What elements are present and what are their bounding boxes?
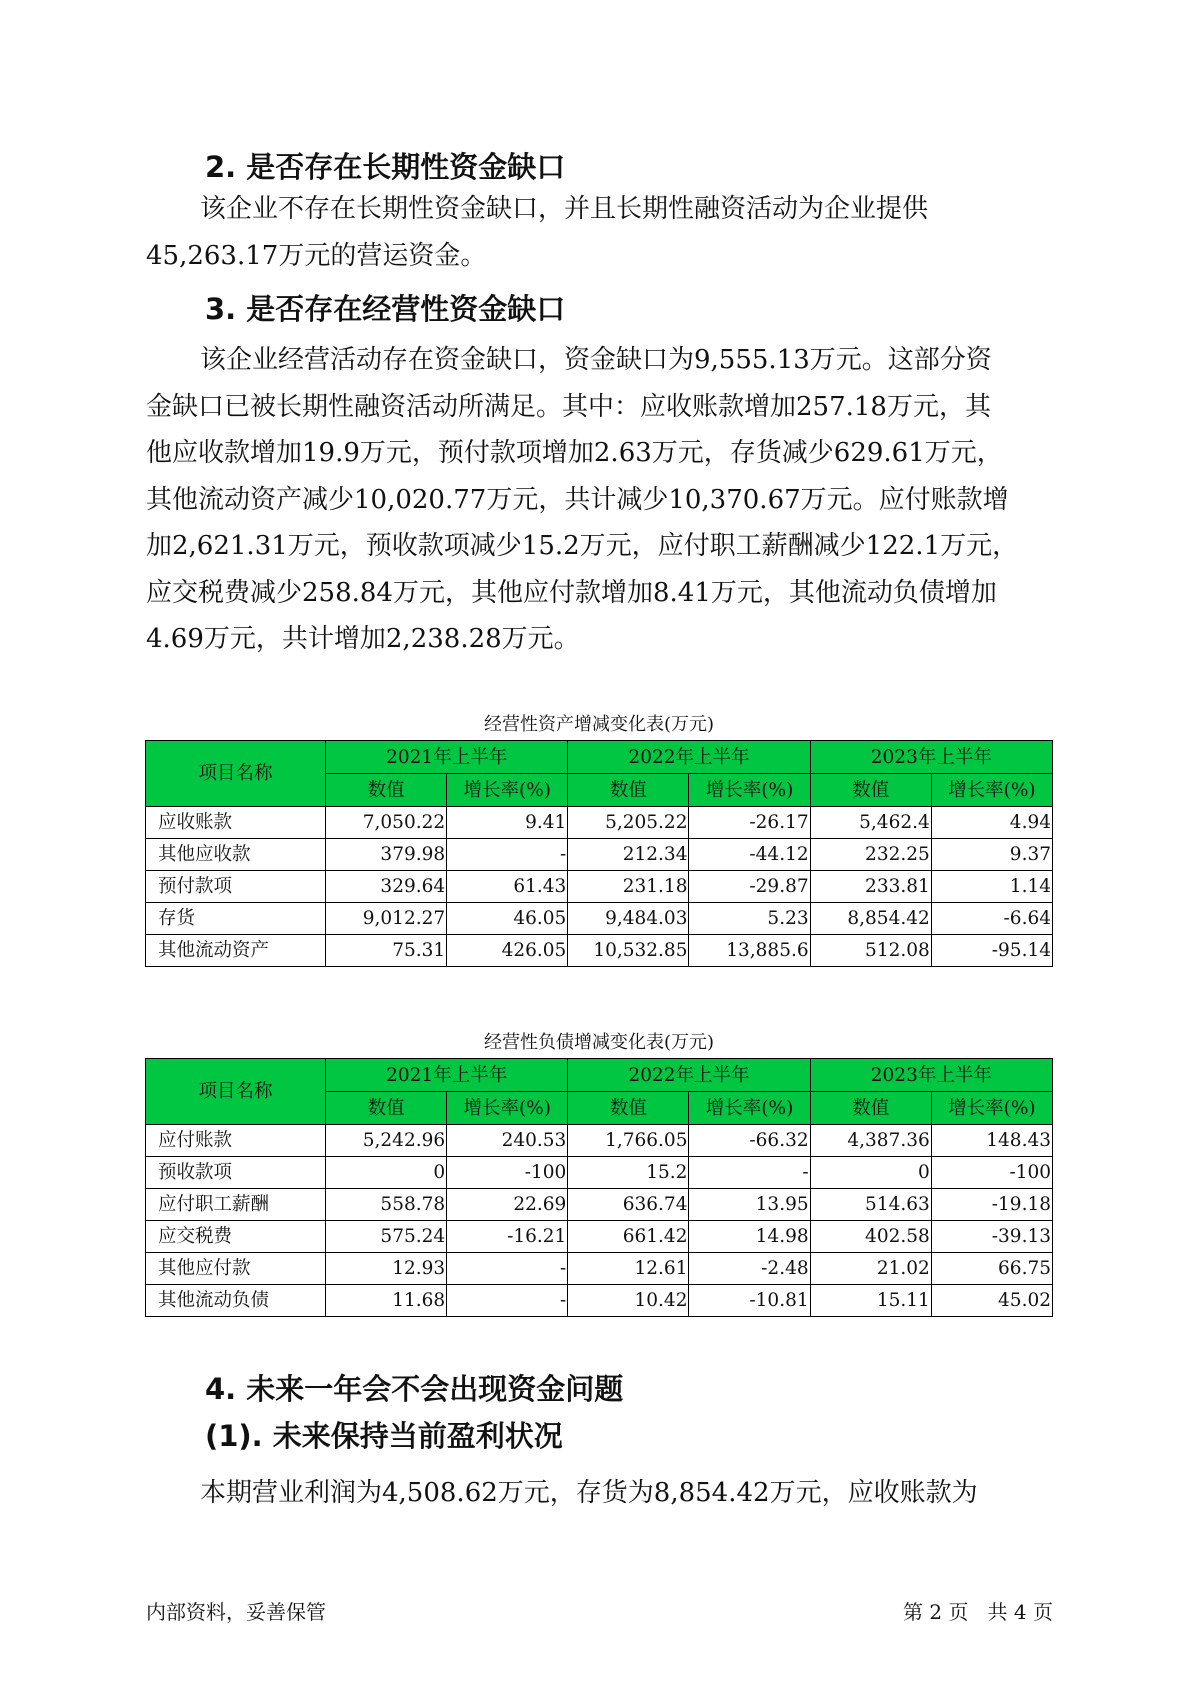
value-cell: 212.34 [568,839,689,871]
row-label: 其他流动负债 [146,1285,326,1317]
value-cell: 75.31 [326,935,447,967]
growth-header: 增长率(%) [689,774,810,807]
value-cell: 8,854.42 [810,903,931,935]
value-cell: 10.42 [568,1285,689,1317]
growth-header: 增长率(%) [447,1092,568,1125]
section-2-heading: 2. 是否存在长期性资金缺口 [205,150,566,184]
paragraph-line: 应交税费减少258.84万元，其他应付款增加8.41万元，其他流动负债增加 [146,577,997,608]
row-label: 其他应付款 [146,1253,326,1285]
growth-rate-cell: -19.18 [931,1189,1052,1221]
paragraph-line: 加2,621.31万元，预收款项减少15.2万元，应付职工薪酬减少122.1万元， [146,531,1019,561]
value-cell: 15.11 [810,1285,931,1317]
period-header: 2021年上半年 [326,1059,568,1092]
paragraph-line: 本期营业利润为4,508.62万元，存货为8,854.42万元，应收账款为 [200,1478,978,1508]
period-header: 2022年上半年 [568,1059,810,1092]
paragraph-line: 其他流动资产减少10,020.77万元，共计减少10,370.67万元。应付账款增 [146,484,1009,515]
growth-header: 增长率(%) [931,1092,1052,1125]
growth-rate-cell: 45.02 [931,1285,1052,1317]
growth-rate-cell: -2.48 [689,1253,810,1285]
table-row [146,839,1053,871]
period-header: 2021年上半年 [326,741,568,774]
paragraph-line: 该企业经营活动存在资金缺口，资金缺口为9,555.13万元。这部分资 [200,345,992,375]
paragraph-line: 他应收款增加19.9万元，预付款项增加2.63万元，存货减少629.61万元， [146,438,1003,468]
growth-rate-cell: - [689,1157,810,1189]
table-row [146,1221,1053,1253]
growth-rate-cell: -29.87 [689,871,810,903]
growth-header: 增长率(%) [689,1092,810,1125]
assets-table-caption: 经营性资产增减变化表(万元) [483,714,715,735]
row-label: 应付账款 [146,1125,326,1157]
growth-rate-cell: - [447,1285,568,1317]
growth-rate-cell: 13.95 [689,1189,810,1221]
growth-rate-cell: 148.43 [931,1125,1052,1157]
value-cell: 9,484.03 [568,903,689,935]
growth-rate-cell: - [447,1253,568,1285]
value-cell: 558.78 [326,1189,447,1221]
footer-confidential-note: 内部资料，妥善保管 [146,1600,326,1624]
value-cell: 1,766.05 [568,1125,689,1157]
growth-rate-cell: -95.14 [931,935,1052,967]
value-cell: 232.25 [810,839,931,871]
item-name-header: 项目名称 [146,741,326,807]
value-cell: 12.61 [568,1253,689,1285]
growth-rate-cell: 9.37 [931,839,1052,871]
growth-rate-cell: 61.43 [447,871,568,903]
growth-rate-cell: -100 [447,1157,568,1189]
row-label: 预收款项 [146,1157,326,1189]
value-cell: 661.42 [568,1221,689,1253]
section-3-paragraph [146,337,1046,663]
value-cell: 5,242.96 [326,1125,447,1157]
paragraph-line: 4.69万元，共计增加2,238.28万元。 [146,624,580,654]
paragraph-line: 该企业不存在长期性资金缺口，并且长期性融资活动为企业提供 [200,194,929,224]
growth-rate-cell: -39.13 [931,1221,1052,1253]
value-header: 数值 [810,1092,931,1125]
growth-rate-cell: - [447,839,568,871]
value-cell: 329.64 [326,871,447,903]
value-header: 数值 [326,774,447,807]
value-cell: 514.63 [810,1189,931,1221]
value-cell: 10,532.85 [568,935,689,967]
table-row [146,1253,1053,1285]
growth-rate-cell: -100 [931,1157,1052,1189]
value-cell: 512.08 [810,935,931,967]
table-row [146,807,1053,839]
row-label: 存货 [146,903,326,935]
value-cell: 15.2 [568,1157,689,1189]
row-label: 应交税费 [146,1221,326,1253]
table-row [146,903,1053,935]
period-header: 2022年上半年 [568,741,810,774]
growth-rate-cell: 240.53 [447,1125,568,1157]
value-cell: 7,050.22 [326,807,447,839]
value-cell: 575.24 [326,1221,447,1253]
growth-rate-cell: 5.23 [689,903,810,935]
value-cell: 5,205.22 [568,807,689,839]
value-cell: 379.98 [326,839,447,871]
growth-rate-cell: -66.32 [689,1125,810,1157]
value-cell: 11.68 [326,1285,447,1317]
row-label: 应收账款 [146,807,326,839]
value-cell: 0 [326,1157,447,1189]
table-row [146,1157,1053,1189]
value-cell: 636.74 [568,1189,689,1221]
period-header: 2023年上半年 [810,1059,1052,1092]
paragraph-line: 45,263.17万元的营运资金。 [146,240,487,271]
value-cell: 12.93 [326,1253,447,1285]
growth-header: 增长率(%) [447,774,568,807]
growth-rate-cell: 13,885.6 [689,935,810,967]
table-row [146,1189,1053,1221]
growth-rate-cell: 1.14 [931,871,1052,903]
value-cell: 0 [810,1157,931,1189]
assets-change-table [145,740,1053,967]
value-cell: 9,012.27 [326,903,447,935]
growth-rate-cell: 46.05 [447,903,568,935]
section-4-heading: 4. 未来一年会不会出现资金问题 [205,1372,624,1406]
growth-rate-cell: 66.75 [931,1253,1052,1285]
growth-rate-cell: -44.12 [689,839,810,871]
value-cell: 4,387.36 [810,1125,931,1157]
growth-header: 增长率(%) [931,774,1052,807]
row-label: 其他应收款 [146,839,326,871]
paragraph-line: 金缺口已被长期性融资活动所满足。其中：应收账款增加257.18万元，其 [146,391,991,422]
section-4-subheading: (1). 未来保持当前盈利状况 [205,1419,563,1453]
value-header: 数值 [568,774,689,807]
value-cell: 233.81 [810,871,931,903]
liabilities-change-table [145,1058,1053,1317]
table-row [146,1125,1053,1157]
section-4-paragraph [146,1470,1046,1517]
section-3-heading: 3. 是否存在经营性资金缺口 [205,292,566,326]
row-label: 其他流动资产 [146,935,326,967]
value-cell: 402.58 [810,1221,931,1253]
row-label: 预付款项 [146,871,326,903]
table-row [146,871,1053,903]
growth-rate-cell: -10.81 [689,1285,810,1317]
value-cell: 21.02 [810,1253,931,1285]
value-cell: 5,462.4 [810,807,931,839]
value-cell: 231.18 [568,871,689,903]
growth-rate-cell: 426.05 [447,935,568,967]
value-header: 数值 [810,774,931,807]
period-header: 2023年上半年 [810,741,1052,774]
section-2-paragraph [146,186,1046,279]
growth-rate-cell: -6.64 [931,903,1052,935]
value-header: 数值 [326,1092,447,1125]
growth-rate-cell: -26.17 [689,807,810,839]
liabilities-table-caption: 经营性负债增减变化表(万元) [483,1032,715,1053]
table-row [146,1285,1053,1317]
item-name-header: 项目名称 [146,1059,326,1125]
row-label: 应付职工薪酬 [146,1189,326,1221]
growth-rate-cell: 22.69 [447,1189,568,1221]
table-row [146,935,1053,967]
value-header: 数值 [568,1092,689,1125]
growth-rate-cell: 14.98 [689,1221,810,1253]
growth-rate-cell: 4.94 [931,807,1052,839]
growth-rate-cell: -16.21 [447,1221,568,1253]
footer-page-number: 第 2 页 共 4 页 [903,1600,1053,1624]
growth-rate-cell: 9.41 [447,807,568,839]
